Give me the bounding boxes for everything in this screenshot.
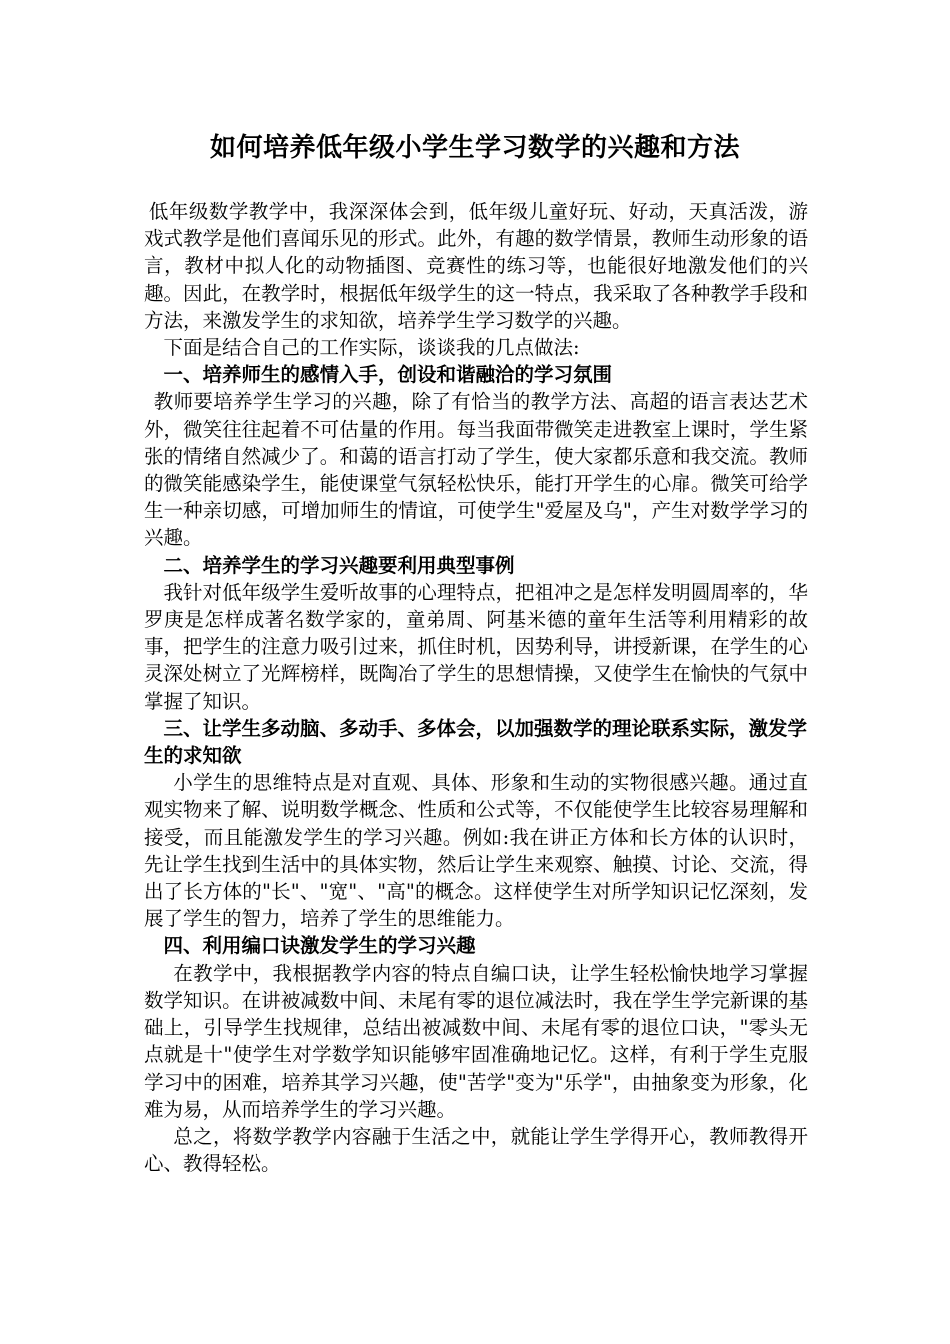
section-heading: 二、培养学生的学习兴趣要利用典型事例 [163,553,515,577]
document-body [144,198,808,1177]
section-heading: 四、利用编口诀激发学生的学习兴趣 [163,934,476,958]
body-paragraph: 在教学中，我根据教学内容的特点自编口诀，让学生轻松愉快地学习掌握数学知识。在讲被减数中间、未尾有零的退位减法时，我在学生学完新课的基础上，引导学生找规律，总结出被减数中间、未尾有零的退位口诀，"零头无点就是十"使学生对学数学知识能够牢固准确地记忆。这样，有利于学生克服学习中的困难，培养其学习兴趣，使"苦学"变为"乐学"，由抽象变为形象，化难为易，从而培养学生的学习兴趣。 [144,961,808,1121]
body-paragraph: 下面是结合自己的工作实际，谈谈我的几点做法: [163,336,580,360]
page-title: 如何培养低年级小学生学习数学的兴趣和方法 [209,133,740,163]
body-paragraph: 总之，将数学教学内容融于生活之中，就能让学生学得开心，教师教得开心、教得轻松。 [144,1124,808,1176]
body-paragraph: 我针对低年级学生爱听故事的心理特点，把祖冲之是怎样发明圆周率的，华罗庚是怎样成著名数学家的，童弟周、阿基米德的童年生活等利用精彩的故事，把学生的注意力吸引过来，抓住时机，因势利导，讲授新课，在学生的心灵深处树立了光辉榜样，既陶冶了学生的思想情操，又使学生在愉快的气氛中掌握了知识。 [144,580,808,713]
section-heading: 三、让学生多动脑、多动手、多体会，以加强数学的理论联系实际，激发学生的求知欲 [144,716,808,768]
body-paragraph: 低年级数学教学中，我深深体会到，低年级儿童好玩、好动，天真活泼，游戏式教学是他们喜闻乐见的形式。此外，有趣的数学情景，教师生动形象的语言，教材中拟人化的动物插图、竞赛性的练习等，也能很好地激发他们的兴趣。因此，在教学时，根据低年级学生的这一特点，我采取了各种教学手段和方法，来激发学生的求知欲，培养学生学习数学的兴趣。 [144,200,808,332]
section-heading: 一、培养师生的感情入手，创设和谐融洽的学习氛围 [163,363,613,387]
body-paragraph: 小学生的思维特点是对直观、具体、形象和生动的实物很感兴趣。通过直观实物来了解、说明数学概念、性质和公式等，不仅能使学生比较容易理解和接受，而且能激发学生的学习兴趣。例如:我在讲正方体和长方体的认识时，先让学生找到生活中的具体实物，然后让学生来观察、触摸、讨论、交流，得出了长方体的"长"、"宽"、"高"的概念。这样使学生对所学知识记忆深刻，发展了学生的智力，培养了学生的思维能力。 [144,771,808,931]
body-paragraph: 教师要培养学生学习的兴趣，除了有恰当的教学方法、高超的语言表达艺术外，微笑往往起着不可估量的作用。每当我面带微笑走进教室上课时，学生紧张的情绪自然减少了。和蔼的语言打动了学生，使大家都乐意和我交流。教师的微笑能感染学生，能使课堂气氛轻松快乐，能打开学生的心扉。微笑可给学生一种亲切感，可增加师生的情谊，可使学生"爱屋及乌"，产生对数学学习的兴趣。 [144,390,808,550]
